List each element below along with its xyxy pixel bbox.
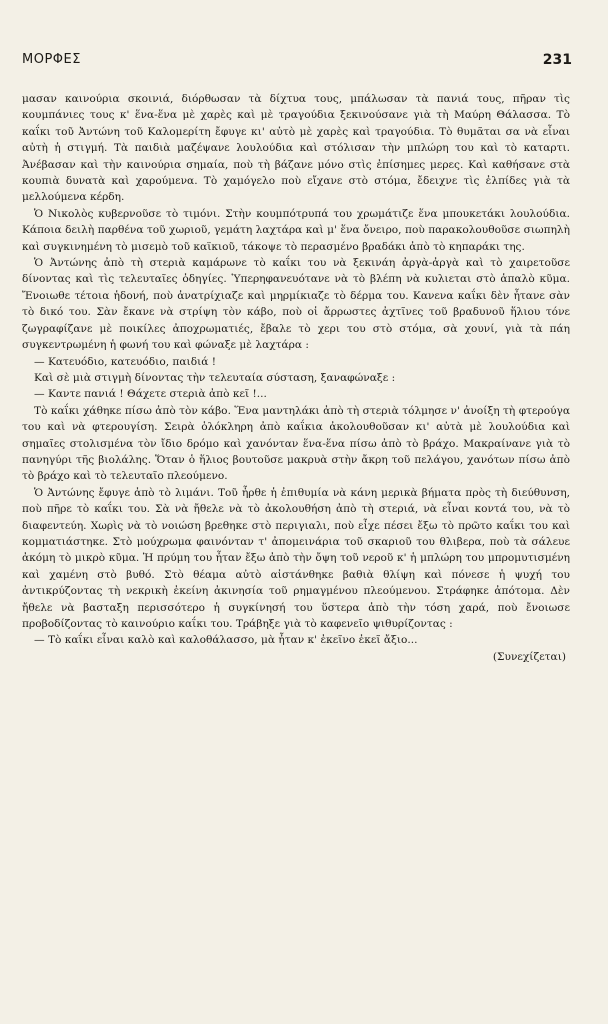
dialogue-line: — Καντε πανιά ! Θάχετε στεριὰ ἀπὸ κεῖ !... xyxy=(34,388,267,401)
continued-note: (Συνεχίζεται) xyxy=(492,650,566,663)
paragraph: Ὁ Ἀντώνης ἔφυγε ἀπὸ τὸ λιμάνι. Τοῦ ἦρθε ἡ ἐπιθυμία νὰ κάνη μερικὰ βήματα πρὸς τὴ διεύθυνση, ποὺ πῆρε τὸ καΐκι του. Σὰ νὰ ἤθελε νὰ τὸ ἀκολουθήση ἀπὸ τὴ στεριά, νὰ εἶναι κοντά του, νὰ τὸ διαφεντεύη. Χωρὶς νὰ τὸ νοιώση βρεθηκε στὸ περιγιαλι, ποὺ εἶχε πέσει ἔξω τὸ πρῶτο καΐκι του καὶ κομματιάστηκε. Στὸ μούχρωμα φαινόνταν τ' ἀπομεινάρια τοῦ σκαριοῦ του θλιβερα, ποὺ τὰ σάλευε ἀκόμη τὸ μικρὸ κῦμα. Ἡ πρύμη του ἦταν ἔξω ἀπὸ τὴν ὄψη τοῦ νεροῦ κ' ἡ μπλώρη του μπρομυτισμένη καὶ χαμένη στὸ βυθό. Στὸ θέαμα αὐτὸ αἰστάνθηκε βαθιὰ θλίψη καὶ πόνεσε ἡ ψυχή του ἀντικρύζοντας τὴ νεκρικὴ ἐκείνη ἀκινησία τοῦ ρημαγμένου πλεούμενου. Στράφηκε ἀπότομα. Δὲν ἤθελε νὰ βασταξη περισσότερο ἡ συγκίνησή του ὕστερα ἀπὸ τὴν τόση χαρά, ποὺ ἔνοιωσε προβοδίζοντας τὸ καινούριο καΐκι του. Τράβηξε γιὰ τὸ καφενεῖο ψιθυρίζοντας : xyxy=(22,486,570,630)
paragraph: Ὁ Ἀντώνης ἀπὸ τὴ στεριὰ καμάρωνε τὸ καΐκι του νὰ ξεκινάη ἀργὰ-ἀργὰ καὶ τὸ χαιρετοῦσε δίνοντας καὶ τὶς τελευταῖες ὁδηγίες. Ὑπερηφανευότανε νὰ τὸ βλέπη νὰ κυλιεται στὸ ἁπαλὸ κῦμα. Ἔνοιωθε τέτοια ἡδονή, ποὺ ἀνατρίχιαζε καὶ μηρμίκιαζε τὸ δέρμα του. Κανενα καΐκι δὲν ἦτανε σὰν τὸ δικό του. Σὰν ἔκανε νὰ στρίψη τὸν κάβο, ποὺ οἱ ἄρρωστες ἀχτῖνες τοῦ βραδυνοῦ ἥλιου τόνε ζωγραφίζανε μὲ ποικίλες ἀποχρωματιές, ἔβαλε τὸ χερι του στὸ στόμα, σὰ χουνί, γιὰ τὰ πάη συγκεντρωμένη ἡ φωνή του καὶ φώναξε μὲ λαχτάρα : xyxy=(22,257,570,352)
dialogue-line: — Κατευόδιο, κατευόδιο, παιδιά ! xyxy=(34,355,217,368)
page-header xyxy=(22,52,572,74)
paragraph: Ὁ Νικολὸς κυβερνοῦσε τὸ τιμόνι. Στὴν κουμπότρυπά του χρωμάτιζε ἕνα μπουκετάκι λουλούδια. Κάποια δειλὴ παρθένα τοῦ χωριοῦ, γεμάτη λαχτάρα καὶ μ' ἕνα ὄνειρο, ποὺ παρακολουθοῦσε σιωπηλὴ καὶ συγκινημένη τὸ μισεμὸ τοῦ καϊκιοῦ, τάκοψε τὸ περασμένο βραδάκι ἀπὸ τὸ κηπαράκι της. xyxy=(22,207,570,253)
dialogue-line: — Τὸ καΐκι εἶναι καλὸ καὶ καλοθάλασσο, μὰ ἦταν κ' ἐκεῖνο ἐκεῖ ἄξιο... xyxy=(34,634,418,647)
paragraph: μασαν καινούρια σκοινιά, διόρθωσαν τὰ δίχτυα τους, μπάλωσαν τὰ πανιά τους, πῆραν τὶς κουμπάνιες τους κ' ἕνα-ἕνα μὲ χαρὲς καὶ μὲ τραγούδια ξεκινούσανε γιὰ τὴ Μαύρη Θάλασσα. Τὸ καΐκι τοῦ Ἀντώνη τοῦ Καλομερίτη ἔφυγε κι' αὐτὸ μὲ χαρὲς καὶ τραγούδια. Τὸ θυμᾶται σα νὰ εἶναι αὐτὴ ἡ στιγμή. Τὰ παιδιὰ μαζέψανε λουλούδια καὶ στόλισαν τὴν μπλώρη του καὶ τὸ καταρτι. Ἀνέβασαν καὶ τὴν καινούρια σημαία, ποὺ τὴ βάζανε μόνο στὶς ἐπίσημες μερες. Καὶ καθήσανε στὰ κουπιὰ δυνατὰ καὶ χαρούμενα. Τὸ χαμόγελο ποὺ εἴχανε στὸ στόμα, ἔδειχνε τὶς ἐλπίδες γιὰ τὰ μελλούμενα κέρδη. xyxy=(22,93,570,204)
page-number: 231 xyxy=(542,52,572,68)
article-body xyxy=(22,91,570,665)
magazine-title: ΜΟΡΦΕΣ xyxy=(22,52,81,67)
paragraph: Καὶ σὲ μιὰ στιγμὴ δίνοντας τὴν τελευταία σύσταση, ξαναφώναξε : xyxy=(34,371,396,384)
paragraph: Τὸ καΐκι χάθηκε πίσω ἀπὸ τὸν κάβο. Ἕνα μαντηλάκι ἀπὸ τὴ στεριὰ τόλμησε ν' ἀνοίξη τὴ φτερούγα του καὶ νὰ φτερουγίση. Σειρὰ ὁλόκληρη ἀπὸ καΐκια ἀκολουθοῦσαν κι' αὐτὰ μὲ λουλούδια καὶ σημαῖες στολισμένα τὸν ἴδιο δρόμο καὶ χανόνταν ἕνα-ἕνα πίσω ἀπὸ τὸ βράχο. Μακραίνανε γιὰ τὸ πανηγύρι τῆς βιολάλης. Ὅταν ὁ ἥλιος βουτοῦσε μακρυὰ στὴν ἄκρη τοῦ πελάγου, χανότων πίσω ἀπὸ τὸ βράχο καὶ τὸ τελευταῖο πλεούμενο. xyxy=(22,404,570,483)
